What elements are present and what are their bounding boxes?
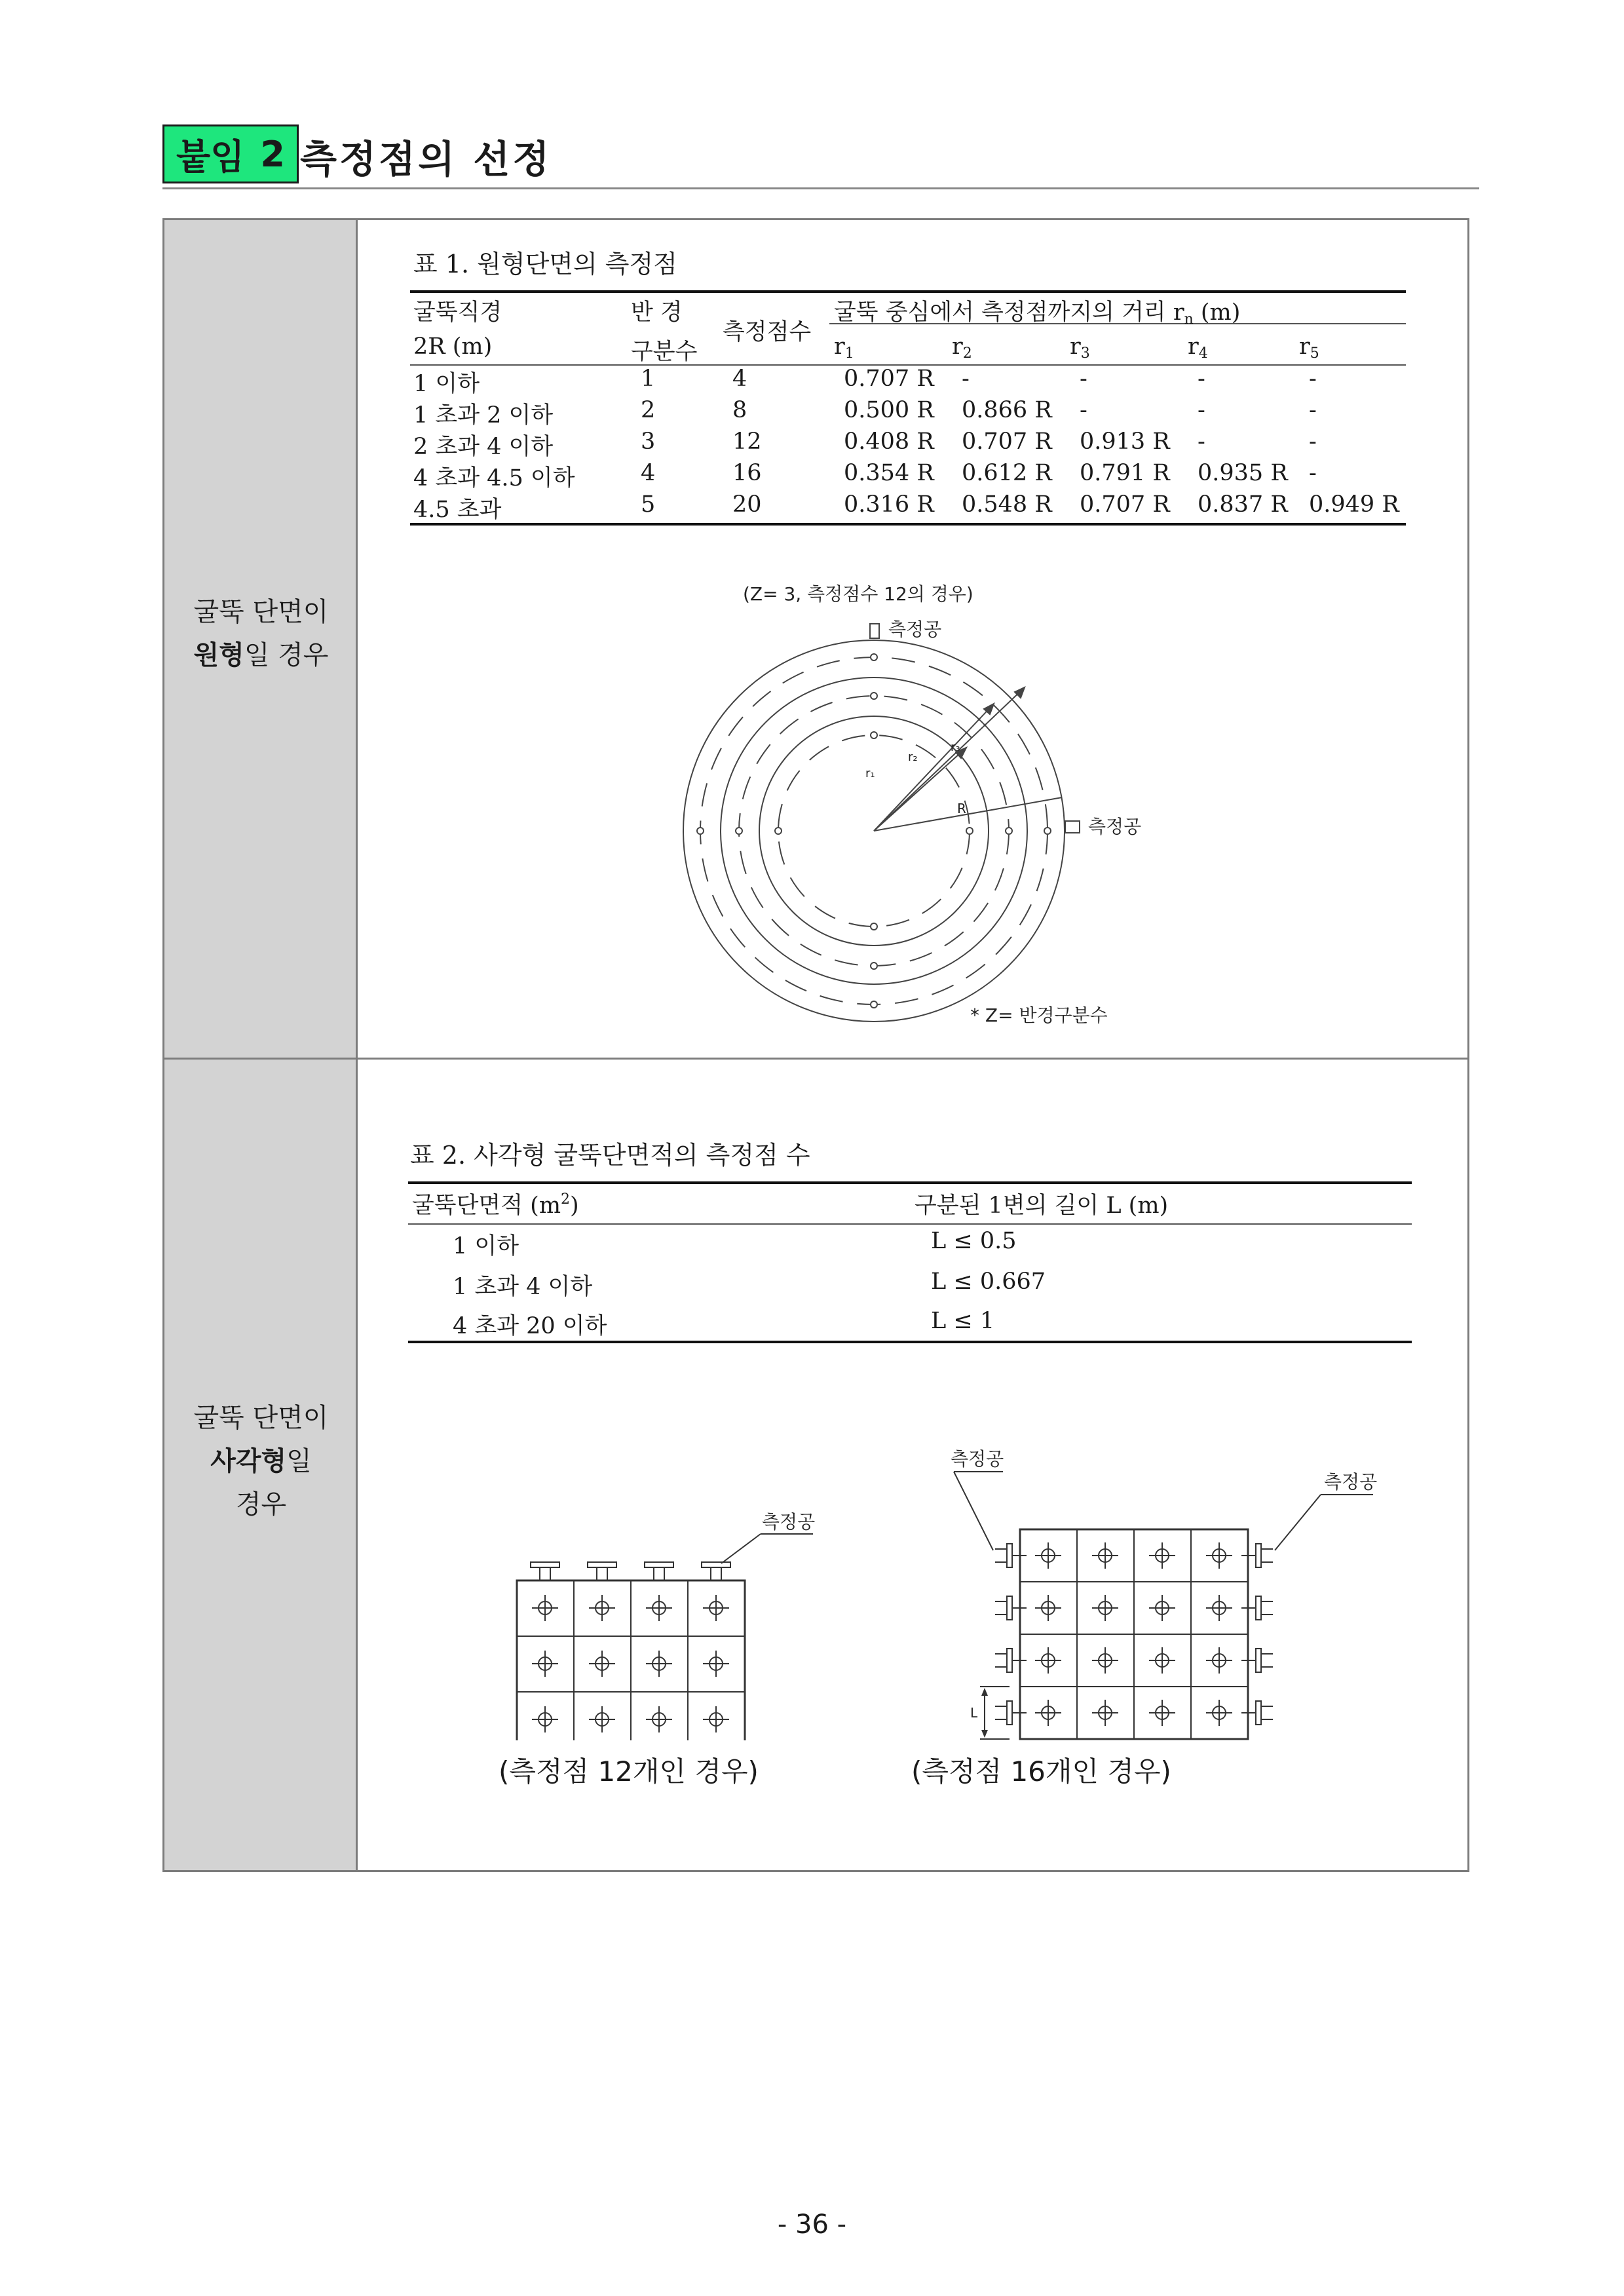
page-title: 측정점의 선정 — [300, 137, 552, 182]
appendix-badge — [162, 124, 299, 183]
r5-sub: 5 — [1310, 345, 1319, 362]
table1-cell: 1 이하 — [413, 371, 480, 397]
table1-caption: 표 1. 원형단면의 측정점 — [413, 250, 677, 278]
page-number: - 36 - — [777, 2210, 847, 2240]
table1-h-div2: 구분수 — [631, 339, 698, 365]
section-divider — [164, 1058, 1467, 1060]
table1-cell: - — [1198, 366, 1205, 392]
grid-12-port-label: 측정공 — [762, 1511, 816, 1533]
table1-cell: 0.935 R — [1198, 460, 1288, 486]
table2-header-rule — [408, 1223, 1412, 1225]
r5-base: r — [1299, 334, 1310, 360]
table1-cell: 5 — [641, 491, 656, 518]
table1-h-r1 — [834, 334, 854, 362]
r4-sub: 4 — [1198, 345, 1208, 362]
category-circular-bold: 원형 — [193, 640, 244, 670]
table2-h-len: 구분된 1변의 길이 L (m) — [915, 1193, 1169, 1219]
table1-cell: 4 — [732, 366, 747, 392]
category-rect-bold: 사각형 — [210, 1446, 287, 1476]
figure1-title: (Z= 3, 측정점수 12의 경우) — [743, 583, 973, 605]
table1-cell: 0.707 R — [844, 366, 934, 392]
category-circular-rest: 일 경우 — [244, 640, 329, 670]
table2-cell: L ≤ 1 — [931, 1308, 995, 1334]
table1-cell: 3 — [641, 429, 656, 455]
table2-cell: 1 이하 — [453, 1233, 519, 1259]
table1-cell: - — [1080, 366, 1087, 392]
table1-h-dist-sub: n — [1184, 311, 1194, 328]
category-rect-line3: 경우 — [235, 1489, 287, 1520]
appendix-badge-label: 붙임 — [176, 136, 245, 178]
table1-cell: 0.949 R — [1309, 491, 1399, 518]
table1-cell: - — [1198, 429, 1205, 455]
table1-cell: 0.316 R — [844, 491, 934, 518]
table2-cell: 4 초과 20 이하 — [453, 1313, 607, 1339]
table1-cell: 0.354 R — [844, 460, 934, 486]
r1-sub: 1 — [844, 345, 854, 362]
table1-cell: - — [1309, 366, 1317, 392]
r1-base: r — [834, 334, 845, 360]
category-rect — [164, 1396, 358, 1526]
grid-16-dim-v-label: L — [970, 1705, 978, 1721]
table1-cell: 0.707 R — [962, 429, 1052, 455]
grid-16-points — [951, 1448, 1377, 1740]
table1-h-diam1: 굴뚝직경 — [413, 299, 502, 326]
table1-cell: 1 — [641, 366, 656, 392]
table1-cell: 4 — [641, 460, 656, 486]
table1-cell: 16 — [732, 460, 762, 486]
table2-cell: 1 초과 4 이하 — [453, 1274, 593, 1300]
table1-cell: 1 초과 2 이하 — [413, 402, 554, 429]
r4-base: r — [1188, 334, 1199, 360]
page-heading — [162, 124, 1479, 189]
table1-cell: - — [1309, 397, 1317, 423]
table1-h-dist — [834, 294, 1240, 328]
label-R: R — [957, 801, 966, 816]
r2-sub: 2 — [962, 345, 972, 362]
label-r2: r₂ — [908, 750, 918, 764]
table1-cell: 20 — [732, 491, 762, 518]
table1-cell: 0.612 R — [962, 460, 1052, 486]
table1-cell: - — [962, 366, 970, 392]
category-rect-rest: 일 — [286, 1446, 312, 1476]
figure1-note: * Z= 반경구분수 — [970, 1004, 1108, 1026]
table1-cell: - — [1080, 397, 1087, 423]
grid-12-points — [517, 1511, 815, 1740]
table1-cell: 0.866 R — [962, 397, 1052, 423]
table2-h-area-sup: 2 — [561, 1191, 571, 1208]
table1-cell: - — [1198, 397, 1205, 423]
table1-cell: 0.500 R — [844, 397, 934, 423]
table2-caption: 표 2. 사각형 굴뚝단면적의 측정점 수 — [410, 1141, 810, 1170]
table1-cell: 2 초과 4 이하 — [413, 434, 554, 460]
table2-h-area-text: 굴뚝단면적 (m — [412, 1193, 561, 1219]
table1-cell: 0.791 R — [1080, 460, 1170, 486]
table2-h-area-end: ) — [570, 1193, 579, 1219]
r3-sub: 3 — [1080, 345, 1090, 362]
grid-16-port-label-b: 측정공 — [1324, 1471, 1378, 1493]
grid-16-port-label-a: 측정공 — [951, 1448, 1004, 1470]
table1-cell: 0.408 R — [844, 429, 934, 455]
table2-cell: L ≤ 0.5 — [931, 1228, 1017, 1254]
table1-h-r3 — [1070, 334, 1090, 362]
table2-bottom-rule — [408, 1341, 1412, 1343]
port-right-label: 측정공 — [1088, 816, 1142, 837]
rectangular-section-diagram — [354, 1373, 1468, 1740]
figure2-caption-right: (측정점 16개인 경우) — [911, 1755, 1171, 1788]
table1-cell: - — [1309, 429, 1317, 455]
table1-h-r2 — [952, 334, 972, 362]
category-column — [164, 220, 358, 1870]
label-r1: r₁ — [865, 767, 875, 780]
category-circular — [164, 590, 358, 677]
table2-top-rule — [408, 1181, 1412, 1184]
port-top-label: 측정공 — [888, 619, 942, 640]
table1-h-points: 측정점수 — [723, 319, 812, 345]
table1-cell: 12 — [732, 429, 762, 455]
table1-cell: 4.5 초과 — [413, 497, 502, 523]
table1-h-dist-text: 굴뚝 중심에서 측정점까지의 거리 r — [834, 299, 1184, 326]
table1-h-div1: 반 경 — [631, 299, 683, 326]
table2-cell: L ≤ 0.667 — [931, 1269, 1046, 1295]
label-r3: r₃ — [951, 740, 960, 754]
r3-base: r — [1070, 334, 1081, 360]
table2-h-area — [412, 1187, 579, 1220]
port-top-box — [870, 624, 879, 638]
table1-h-diam2: 2R (m) — [413, 334, 493, 360]
r2-base: r — [952, 334, 963, 360]
table1-cell: 0.707 R — [1080, 491, 1170, 518]
table1-cell: 8 — [732, 397, 747, 423]
category-rect-line1: 굴뚝 단면이 — [193, 1403, 329, 1433]
table1-h-dist-unit: (m) — [1193, 299, 1241, 326]
content-frame — [162, 218, 1469, 1872]
table1-top-rule — [410, 290, 1406, 293]
table1-cell: 2 — [641, 397, 656, 423]
category-circular-line1: 굴뚝 단면이 — [193, 597, 329, 627]
table1-cell: - — [1309, 460, 1317, 486]
table1-cell: 0.913 R — [1080, 429, 1170, 455]
table1-cell: 4 초과 4.5 이하 — [413, 465, 575, 491]
table1-h-r4 — [1188, 334, 1208, 362]
table1-bottom-rule — [410, 523, 1406, 526]
table1-cell: 0.837 R — [1198, 491, 1288, 518]
port-right-box — [1065, 821, 1080, 833]
figure2-caption-left: (측정점 12개인 경우) — [499, 1755, 759, 1788]
circular-section-diagram — [669, 561, 1357, 1046]
appendix-badge-number: 2 — [260, 133, 285, 175]
table1-h-r5 — [1299, 334, 1319, 362]
table1-cell: 0.548 R — [962, 491, 1052, 518]
